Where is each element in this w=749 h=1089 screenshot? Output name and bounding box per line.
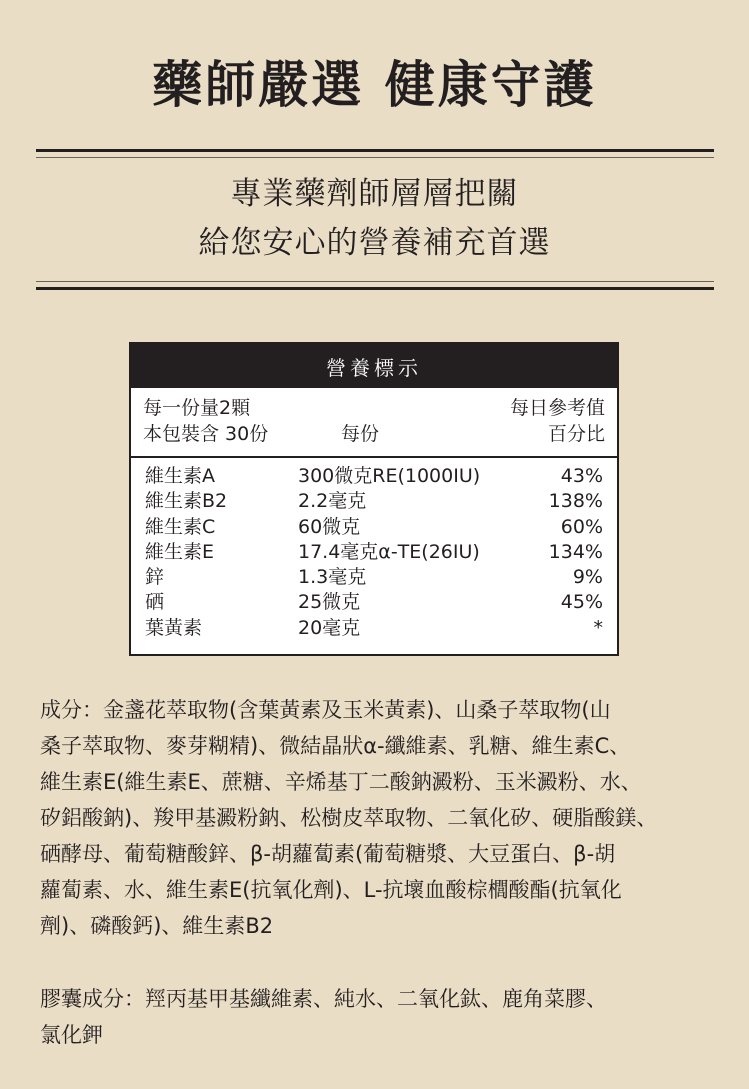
servings-per-pack: 本包裝含 30份 <box>143 423 269 445</box>
nutrient-list <box>131 458 617 641</box>
nutrient-percent: * <box>593 616 603 639</box>
nutrition-label-title: 營養標示 <box>131 344 617 388</box>
nutrient-name: 維生素C <box>145 515 216 538</box>
nutrition-label-header-block <box>131 388 617 458</box>
nutrient-row <box>131 489 617 514</box>
ingredients-line: 蘿蔔素、水、維生素E(抗氧化劑)、L-抗壞血酸棕櫚酸酯(抗氧化 <box>40 878 622 902</box>
per-serving-heading: 每份 <box>341 423 380 445</box>
nutrient-row <box>131 565 617 590</box>
ingredients-line: 矽鋁酸鈉)、羧甲基澱粉鈉、松樹皮萃取物、二氧化矽、硬脂酸鎂、 <box>40 806 658 830</box>
ingredients-line: 硒酵母、葡萄糖酸鋅、β-胡蘿蔔素(葡萄糖漿、大豆蛋白、β-胡 <box>40 842 616 866</box>
capsule-ingredients-paragraph <box>40 981 710 1053</box>
divider-bottom-thick <box>36 287 714 290</box>
nutrient-amount: 20毫克 <box>298 616 361 639</box>
nutrient-percent: 134% <box>548 540 603 563</box>
divider-top-thick <box>36 149 714 152</box>
nutrient-row <box>131 464 617 489</box>
nutrient-name: 硒 <box>145 591 165 614</box>
serving-size: 每一份量2顆 <box>143 397 251 419</box>
ingredients-line: 維生素E(維生素E、蔗糖、辛烯基丁二酸鈉澱粉、玉米澱粉、水、 <box>40 770 642 794</box>
nutrition-label <box>129 342 619 656</box>
nutrient-name: 維生素B2 <box>145 490 228 513</box>
page-title: 藥師嚴選 健康守護 <box>152 56 597 114</box>
nutrient-row <box>131 515 617 540</box>
nutrient-name: 葉黃素 <box>145 616 203 639</box>
nutrient-amount: 2.2毫克 <box>298 490 367 513</box>
subtitle-line-2: 給您安心的營養補充首選 <box>198 225 551 261</box>
nutrient-row <box>131 616 617 641</box>
nutrient-amount: 25微克 <box>298 591 361 614</box>
divider-top-thin <box>36 157 714 158</box>
ingredients-paragraph <box>40 692 710 944</box>
nutrient-percent: 60% <box>560 515 603 538</box>
nutrient-percent: 43% <box>560 465 603 487</box>
nutrient-amount: 60微克 <box>298 515 361 538</box>
capsule-ingredients-line: 氯化鉀 <box>40 1023 103 1047</box>
nutrient-name: 維生素E <box>145 540 215 563</box>
nutrient-row <box>131 590 617 615</box>
capsule-ingredients-line: 膠囊成分：羥丙基甲基纖維素、純水、二氧化鈦、鹿角菜膠、 <box>40 987 607 1011</box>
nutrient-percent: 138% <box>548 490 603 513</box>
nutrient-name: 維生素A <box>145 465 215 487</box>
nutrient-amount: 1.3毫克 <box>298 566 367 589</box>
ingredients-line: 劑)、磷酸鈣)、維生素B2 <box>40 914 274 938</box>
nutrient-percent: 45% <box>560 591 603 614</box>
nutrient-percent: 9% <box>572 566 603 589</box>
daily-reference-heading: 每日參考值 <box>509 397 605 419</box>
nutrient-row <box>131 540 617 565</box>
ingredients-line: 桑子萃取物、麥芽糊精)、微結晶狀α-纖維素、乳糖、維生素C、 <box>40 734 631 758</box>
divider-bottom-thin <box>36 281 714 282</box>
nutrient-name: 鋅 <box>145 566 165 589</box>
daily-percent-heading: 百分比 <box>547 423 605 445</box>
ingredients-line: 成分：金盞花萃取物(含葉黃素及玉米黃素)、山桑子萃取物(山 <box>40 698 611 722</box>
subtitle-line-1: 專業藥劑師層層把關 <box>230 176 519 212</box>
nutrient-amount: 300微克RE(1000IU) <box>298 465 481 487</box>
nutrient-amount: 17.4毫克α-TE(26IU) <box>298 540 480 563</box>
